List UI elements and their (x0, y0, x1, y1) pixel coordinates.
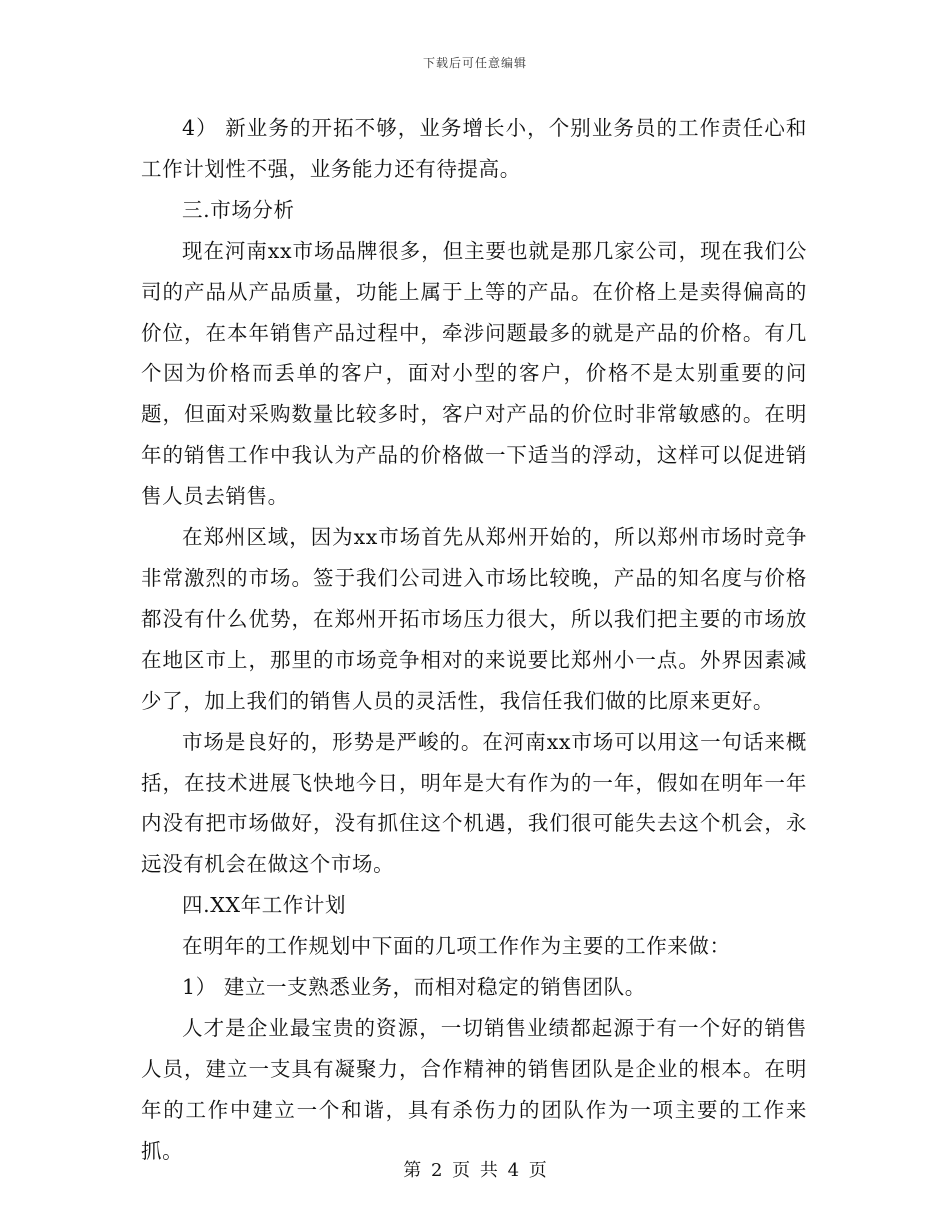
page-header: 下载后可任意编辑 (422, 56, 527, 70)
paragraph-plan-intro: 在明年的工作规划中下面的几项工作作为主要的工作来做： (182, 934, 731, 959)
paragraph-market-outlook: 市场是良好的，形势是严峻的。在河南xx市场可以用这一句话来概括，在技术进展飞快地今日，明年是大有作为的一年，假如在明年一年内没有把市场做好，没有抓住这个机遇，我们很可能失去这个机会，永远没有机会在做这个市场。 (141, 729, 807, 877)
page-number: 第 2 页 共 4 页 (403, 1160, 547, 1181)
paragraph-talent: 人才是企业最宝贵的资源，一切销售业绩都起源于有一个好的销售人员，建立一支具有凝聚力，合作精神的销售团队是企业的根本。在明年的工作中建立一个和谐，具有杀伤力的团队作为一项主要的工作来抓。 (141, 1015, 807, 1163)
paragraph-plan-item-1: 1） 建立一支熟悉业务，而相对稳定的销售团队。 (182, 975, 646, 1000)
section-heading-market-analysis: 三.市场分析 (182, 197, 295, 222)
paragraph-zhengzhou-region: 在郑州区域，因为xx市场首先从郑州开始的，所以郑州市场时竞争非常激烈的市场。签于我们公司进入市场比较晚，产品的知名度与价格都没有什么优势，在郑州开拓市场压力很大，所以我们把主要的市场放在地区市上，那里的市场竞争相对的来说要比郑州小一点。外界因素减少了，加上我们的销售人员的灵活性，我信任我们做的比原来更好。 (141, 525, 807, 713)
paragraph-business-issue: 4） 新业务的开拓不够，业务增长小，个别业务员的工作责任心和工作计划性不强，业务能力还有待提高。 (141, 116, 807, 181)
section-heading-work-plan: 四.XX年工作计划 (182, 893, 347, 918)
paragraph-market-overview: 现在河南xx市场品牌很多，但主要也就是那几家公司，现在我们公司的产品从产品质量，功能上属于上等的产品。在价格上是卖得偏高的价位，在本年销售产品过程中，牵涉问题最多的就是产品的价格。有几个因为价格而丢单的客户，面对小型的客户，价格不是太别重要的问题，但面对采购数量比较多时，客户对产品的价位时非常敏感的。在明年的销售工作中我认为产品的价格做一下适当的浮动，这样可以促进销售人员去销售。 (141, 238, 807, 509)
document-body (141, 108, 807, 1172)
